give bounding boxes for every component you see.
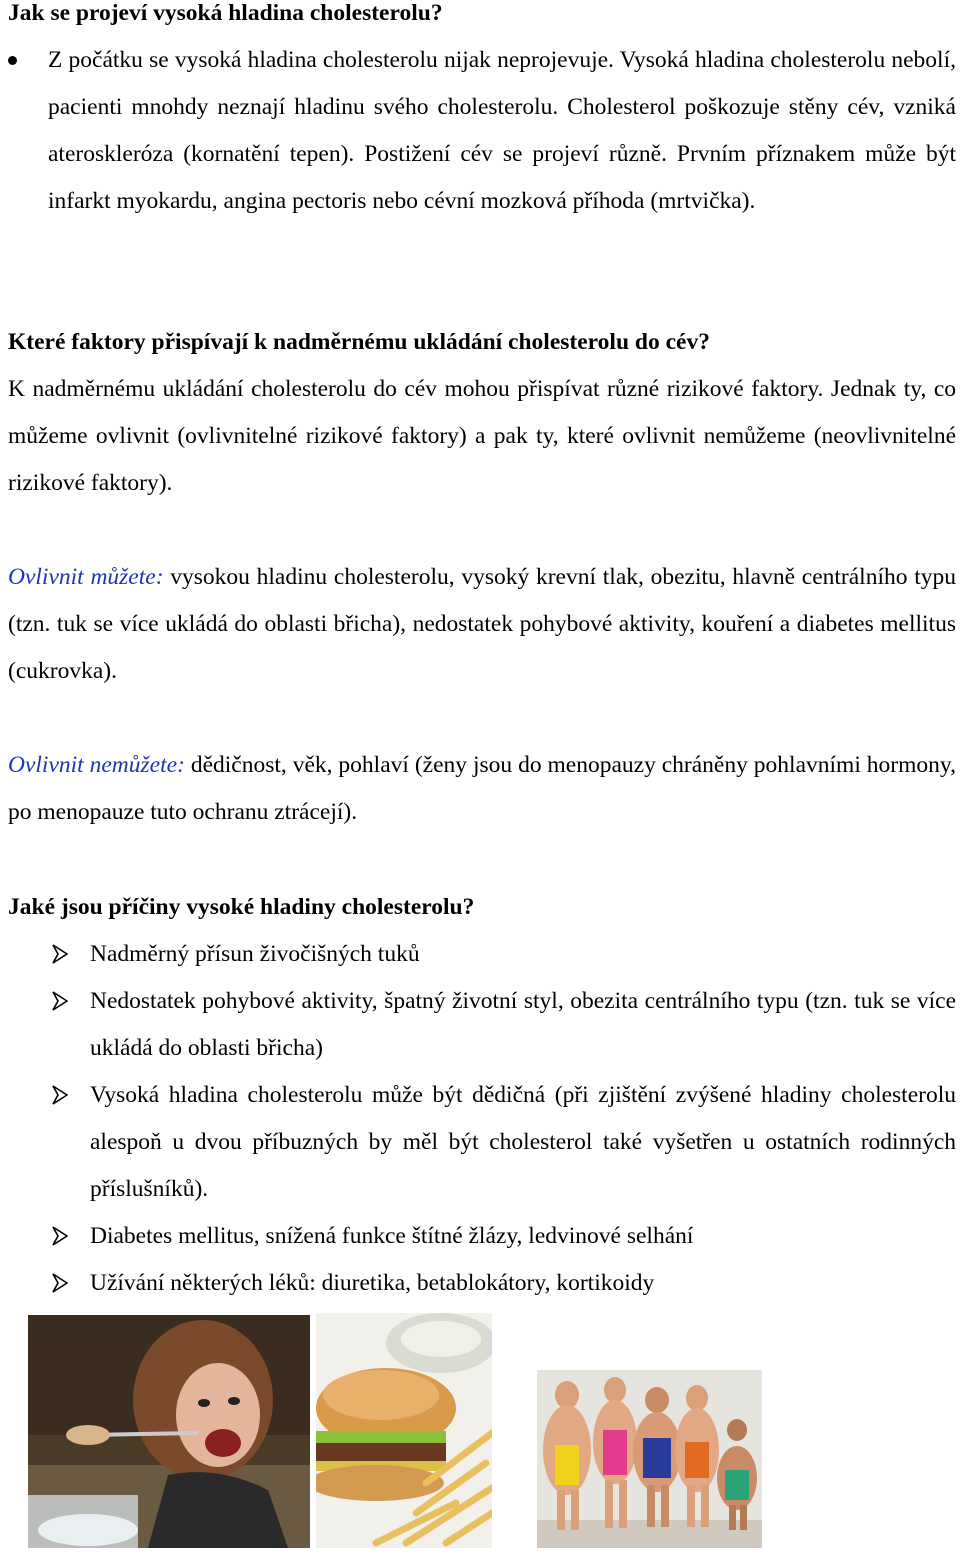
photo-woman-eating: [28, 1315, 310, 1548]
non-modifiable-factors: [8, 742, 956, 836]
photo-burger-fries: [316, 1313, 492, 1548]
arrowhead-bullet-icon: [52, 1226, 68, 1246]
cause-item: [0, 1260, 960, 1307]
cause-item-text: Vysoká hladina cholesterolu může být dědičná (při zjištění zvýšené hladiny cholesterolu alespoň u dvou příbuzných by měl být cholesterol také vyšetřen u ostatních rodinných příslušníků).: [90, 1082, 956, 1202]
modifiable-label: Ovlivnit můžete:: [8, 564, 164, 590]
section-3-heading: Jaké jsou příčiny vysoké hladiny cholesterolu?: [8, 894, 475, 920]
non-modifiable-label: Ovlivnit nemůžete:: [8, 752, 185, 778]
arrowhead-bullet-icon: [52, 991, 68, 1011]
cause-item: [0, 1072, 960, 1213]
photo-dancing-men: [537, 1370, 762, 1548]
arrowhead-bullet-icon: [52, 944, 68, 964]
cause-item-text: Diabetes mellitus, snížená funkce štítné žlázy, ledvinové selhání: [90, 1223, 694, 1249]
modifiable-factors: [8, 554, 956, 695]
cause-item: [0, 978, 960, 1072]
section-1-bullet-text: Z počátku se vysoká hladina cholesterolu nijak neprojevuje. Vysoká hladina cholesterolu nebolí, pacienti mnohdy neznají hladinu svého cholesterolu. Cholesterol poškozuje stěny cév, vzniká ateroskleróza (kornatění tepen). Postižení cév se projeví různě. Prvním příznakem může být infarkt myokardu, angina pectoris nebo cévní mozková příhoda (mrtvička).: [48, 47, 956, 214]
section-1-bullet: [0, 37, 960, 272]
modifiable-text: vysokou hladinu cholesterolu, vysoký krevní tlak, obezitu, hlavně centrálního typu (tzn. tuk se více ukládá do oblasti břicha), nedostatek pohybové aktivity, kouření a diabetes mellitus (cukrovka).: [8, 564, 957, 684]
cause-item: [0, 931, 960, 978]
arrowhead-bullet-icon: [52, 1273, 68, 1293]
cause-item-text: Nadměrný přísun živočišných tuků: [90, 941, 420, 967]
section-2-paragraph: K nadměrnému ukládání cholesterolu do cév mohou přispívat různé rizikové faktory. Jednak ty, co můžeme ovlivnit (ovlivnitelné rizikové faktory) a pak ty, které ovlivnit nemůžeme (neovlivnitelné rizikové faktory).: [8, 376, 956, 496]
section-2: [8, 319, 956, 507]
cause-item-text: Nedostatek pohybové aktivity, špatný životní styl, obezita centrálního typu (tzn. tuk se více ukládá do oblasti břicha): [90, 988, 956, 1061]
cause-item-text: Užívání některých léků: diuretika, betablokátory, kortikoidy: [90, 1270, 655, 1296]
round-bullet-icon: [8, 56, 17, 65]
section-1: [8, 0, 956, 37]
arrowhead-bullet-icon: [52, 1085, 68, 1105]
modifiable-factors-paragraph: [8, 554, 956, 695]
non-modifiable-factors-paragraph: [8, 742, 956, 836]
section-3: [8, 884, 956, 931]
section-2-heading: Které faktory přispívají k nadměrnému ukládání cholesterolu do cév?: [8, 329, 710, 355]
non-modifiable-text: dědičnost, věk, pohlaví (ženy jsou do menopauzy chráněny pohlavními hormony, po menopauze tuto ochranu ztrácejí).: [8, 752, 956, 825]
section-1-heading: Jak se projeví vysoká hladina cholesterolu?: [8, 0, 443, 26]
cause-item: [0, 1213, 960, 1260]
